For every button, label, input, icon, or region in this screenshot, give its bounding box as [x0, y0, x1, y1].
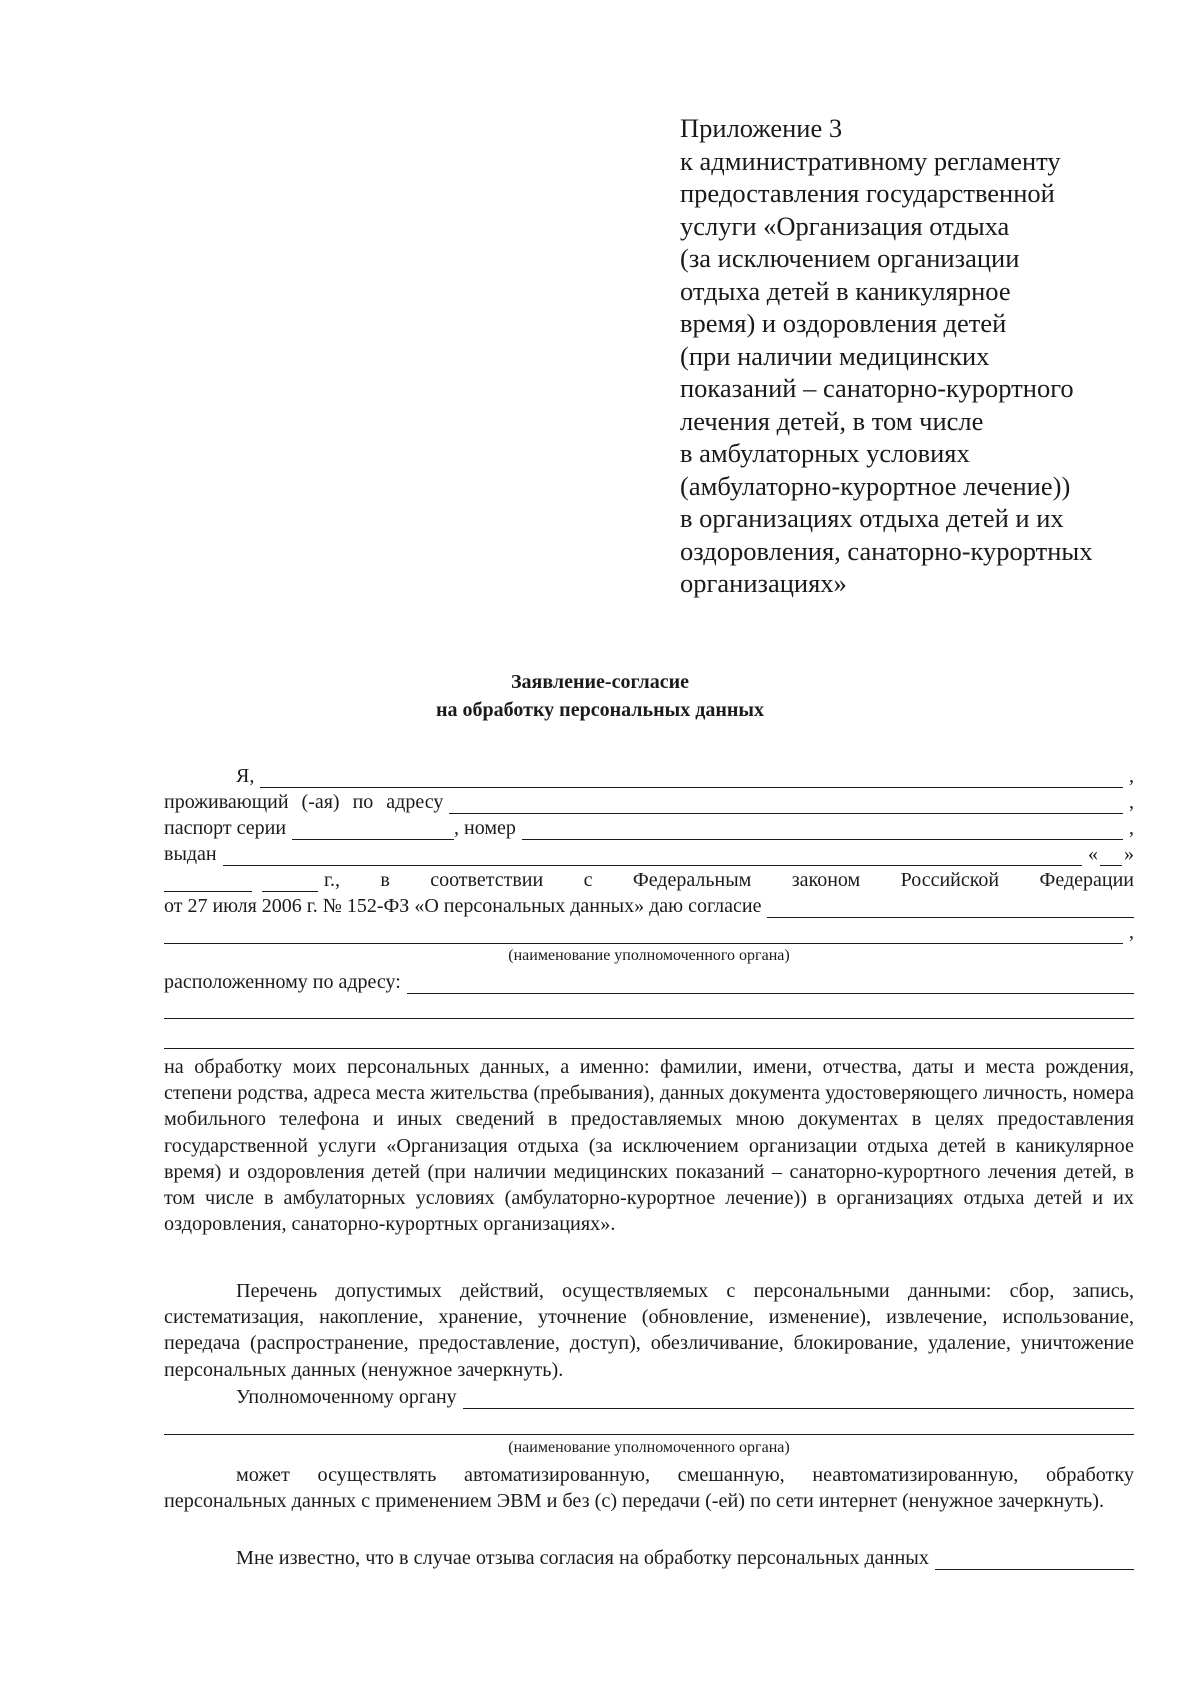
passport-number-label: , номер [454, 817, 516, 839]
appendix-line: показаний – санаторно-курортного [680, 373, 1074, 403]
located-address-line-3[interactable] [164, 1048, 1134, 1049]
appendix-line: в организациях отдыха детей и их [680, 503, 1064, 533]
comma: , [1129, 765, 1134, 787]
appendix-line: в амбулаторных условиях [680, 438, 970, 468]
authority-field[interactable] [767, 897, 1134, 918]
issue-month-field[interactable] [164, 871, 252, 892]
row-passport [164, 814, 1134, 840]
passport-number-field[interactable] [522, 819, 1123, 840]
row-consent [164, 892, 1134, 918]
row-revocation [164, 1544, 1134, 1570]
appendix-line: предоставления государственной [680, 178, 1055, 208]
appendix-line: (за исключением организации [680, 243, 1020, 273]
issued-by-field[interactable] [223, 845, 1082, 866]
comma: , [1129, 791, 1134, 813]
row-authority-label [164, 1383, 1134, 1409]
issue-day-field[interactable] [1100, 845, 1122, 866]
comma: , [1129, 817, 1134, 839]
appendix-line: (при наличии медицинских [680, 340, 990, 371]
row-authority-continued [164, 918, 1134, 944]
appendix-line: Приложение 3 [680, 113, 843, 143]
row-law [164, 866, 1134, 892]
appendix-line: оздоровления, санаторно-курортных [680, 535, 1093, 566]
quote-close: » [1124, 843, 1134, 865]
quote-open: « [1088, 843, 1098, 865]
authority-field-continued[interactable] [164, 923, 1123, 944]
appendix-line: к административному регламенту [680, 145, 1061, 176]
appendix-line: лечения детей, в том числе [680, 405, 984, 436]
located-address-field[interactable] [407, 973, 1134, 994]
row-issued [164, 840, 1134, 866]
paragraph-processing: может осуществлять автоматизированную, смешанную, неавтоматизированную, обработку персональных данных с применением ЭВМ и без (с) передачи (-ей) по сети интернет (ненужное зачеркнуть). [164, 1464, 1134, 1513]
issue-year-field[interactable] [262, 871, 318, 892]
appendix-line: организациях» [680, 568, 847, 598]
paragraph-actions-list: Перечень допустимых действий, осуществляемых с персональными данными: сбор, запись, систематизация, накопление, хранение, уточнение (обновление, изменение), извлечение, использование, передача (распространение, предоставление, доступ), обезличивание, блокирование, удаление, уничтожение персональных данных (ненужное зачеркнуть). [164, 1280, 1134, 1381]
title-line-1: Заявление-согласие [510, 671, 690, 693]
title-line-2: на обработку персональных данных [436, 699, 764, 721]
issued-label: выдан [164, 843, 217, 865]
address-field[interactable] [449, 793, 1123, 814]
paragraph-personal-data: на обработку моих персональных данных, а именно: фамилии, имени, отчества, даты и места рождения, степени родства, адреса места жительства (пребывания), данных документа удостоверяющего личность, номера мобильного телефона и иных сведений в предоставляемых мною документах в целях предоставления государственной услуги «Организация отдыха (за исключением организации отдыха детей в каникулярное время) и оздоровления детей (при наличии медицинских показаний – санаторно-курортного лечения детей, в том числе в амбулаторных условиях (амбулаторно-курортное лечение)) в организациях отдыха детей и их оздоровления, санаторно-курортных организациях». [164, 1056, 1134, 1236]
authority-caption-2: (наименование уполномоченного органа) [508, 1439, 790, 1456]
located-address-line-2[interactable] [164, 1018, 1134, 1019]
passport-series-label: паспорт серии [164, 817, 287, 839]
appendix-line: время) и оздоровления детей [680, 308, 1007, 338]
revocation-text: Мне известно, что в случае отзыва согласия на обработку персональных данных [236, 1547, 929, 1569]
authority-name-line-2[interactable] [164, 1434, 1134, 1435]
consent-text: от 27 июля 2006 г. № 152-ФЗ «О персональных данных» даю согласие [164, 895, 762, 917]
row-full-name [164, 762, 1134, 788]
authority-name-field[interactable] [463, 1388, 1134, 1409]
revocation-field[interactable] [935, 1549, 1134, 1570]
row-address [164, 788, 1134, 814]
row-located [164, 968, 1134, 994]
appendix-line: (амбулаторно-курортное лечение)) [680, 470, 1071, 501]
comma: , [1129, 921, 1134, 943]
document-title [0, 668, 1200, 724]
located-label: расположенному по адресу: [164, 971, 401, 993]
authority-caption: (наименование уполномоченного органа) [508, 947, 790, 964]
appendix-line: отдыха детей в каникулярное [680, 275, 1011, 306]
authority-label: Уполномоченному органу [236, 1386, 457, 1408]
passport-series-field[interactable] [292, 819, 454, 840]
appendix-header [680, 112, 1160, 600]
full-name-field[interactable] [260, 767, 1123, 788]
law-text: г., в соответствии с Федеральным законом Российской Федерации [324, 869, 1134, 891]
appendix-line: услуги «Организация отдыха [680, 210, 1010, 241]
address-label: проживающий (-ая) по адресу [164, 791, 444, 813]
i-label: Я, [236, 765, 255, 787]
